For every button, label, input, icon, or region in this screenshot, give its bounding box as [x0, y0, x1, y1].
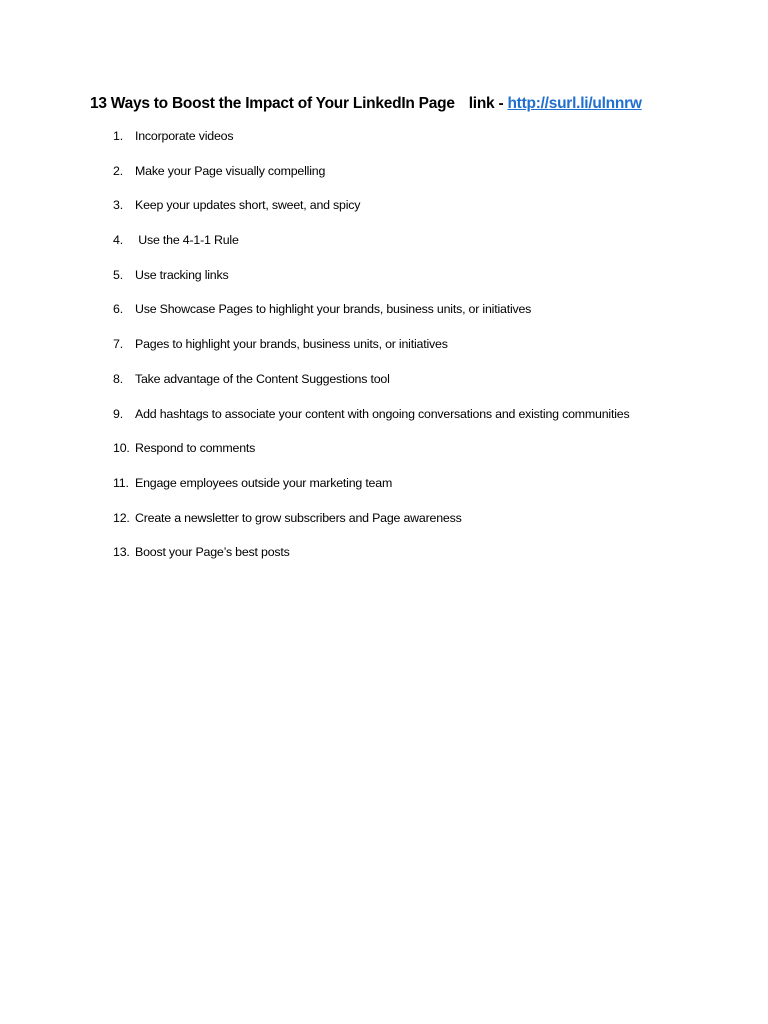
list-item-number: 13. [113, 545, 130, 560]
list-item-text: Use the 4-1-1 Rule [135, 233, 239, 248]
list-item-number: 7. [113, 337, 123, 352]
list-item-text: Use Showcase Pages to highlight your brands, business units, or initiatives [135, 302, 532, 317]
list-item-text: Use tracking links [135, 267, 229, 282]
list-item [108, 194, 629, 229]
list-item [108, 333, 629, 368]
list-item-text: Incorporate videos [135, 129, 234, 143]
list-item-number: 10. [113, 441, 130, 456]
list-item [108, 125, 629, 160]
list-item-number: 3. [113, 198, 123, 213]
list-item-text: Create a newsletter to grow subscribers and Page awareness [135, 510, 462, 525]
list-item [108, 437, 629, 472]
list-item-text: Make your Page visually compelling [135, 163, 326, 178]
list-item-text: Respond to comments [135, 441, 256, 456]
list-item-number: 4. [113, 233, 123, 248]
list-item-number: 11. [113, 475, 129, 490]
list-item-text: Pages to highlight your brands, business units, or initiatives [135, 337, 448, 352]
list-item-text: Boost your Page’s best posts [135, 545, 290, 560]
document-heading [90, 92, 730, 116]
list-item-text: Keep your updates short, sweet, and spicy [135, 198, 361, 213]
list-item [108, 368, 629, 403]
list-item [108, 472, 629, 507]
tips-list [108, 125, 629, 576]
list-item [108, 160, 629, 195]
list-item [108, 541, 629, 576]
list-item-number: 8. [113, 371, 123, 386]
list-item [108, 229, 629, 264]
list-item [108, 298, 629, 333]
list-item-number: 5. [113, 267, 123, 282]
list-item [108, 403, 629, 438]
list-item [108, 507, 629, 542]
document-title: 13 Ways to Boost the Impact of Your LinkedIn Page [90, 95, 455, 112]
list-item-number: 2. [113, 163, 123, 178]
list-item-text: Add hashtags to associate your content with ongoing conversations and existing communities [135, 406, 630, 421]
list-item-number: 6. [113, 302, 123, 317]
list-item [108, 264, 629, 299]
list-item-text: Engage employees outside your marketing team [135, 475, 393, 490]
document-link[interactable]: http://surl.li/ulnnrw [507, 95, 642, 112]
list-item-text: Take advantage of the Content Suggestions tool [135, 371, 390, 386]
link-label: link - [468, 95, 504, 112]
list-item-number: 1. [113, 129, 123, 143]
list-item-number: 9. [113, 406, 123, 421]
list-item-number: 12. [113, 510, 130, 525]
